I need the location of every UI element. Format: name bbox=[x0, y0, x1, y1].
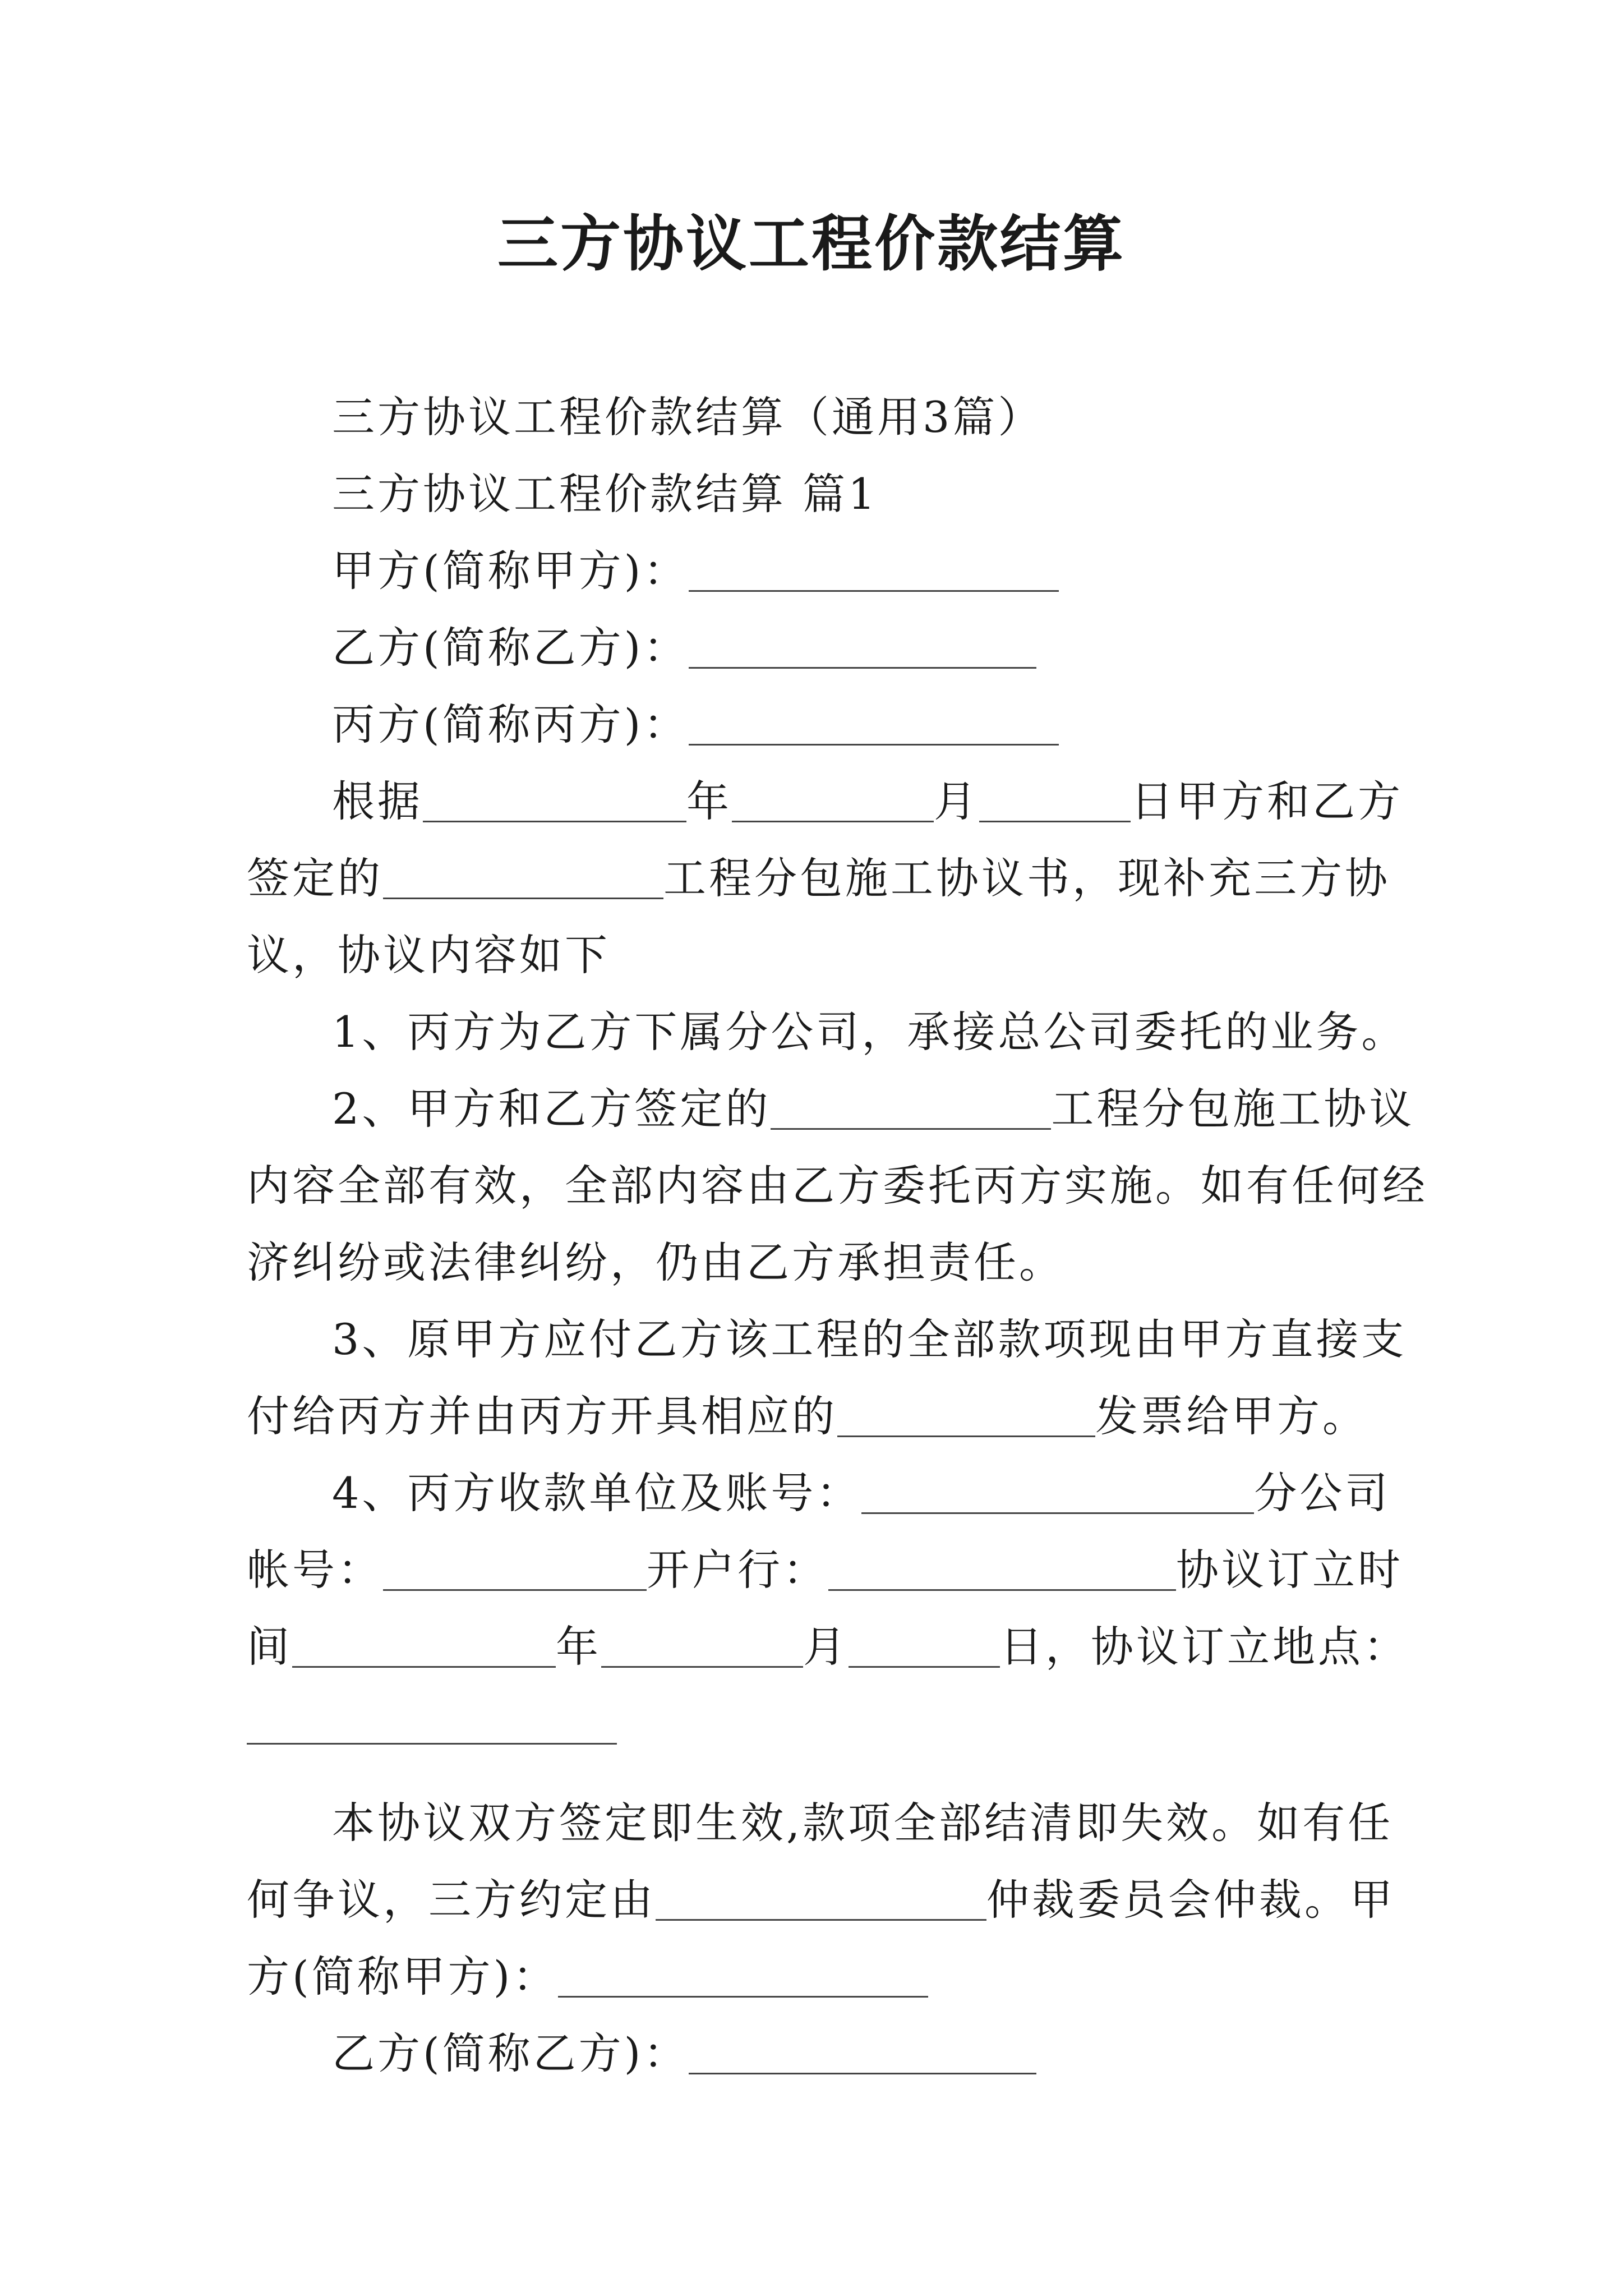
item-4-line4 bbox=[247, 1685, 1380, 1762]
subtitle: 三方协议工程价款结算（通用3篇） bbox=[332, 392, 1044, 442]
project-blank bbox=[383, 859, 663, 899]
payee-blank bbox=[861, 1474, 1254, 1514]
party-c-blank bbox=[689, 706, 1059, 746]
para1-text: 根据 bbox=[332, 776, 423, 826]
party-a-label: 甲方(简称甲方)： bbox=[332, 546, 689, 596]
para1-line2 bbox=[247, 840, 1390, 917]
closing-line2 bbox=[247, 1861, 1395, 1938]
document-title: 三方协议工程价款结算 bbox=[497, 209, 1126, 279]
invoice-blank bbox=[837, 1397, 1095, 1437]
sign-day-blank bbox=[849, 1628, 1000, 1668]
closing-text: 仲裁委员会仲裁。甲 bbox=[986, 1875, 1395, 1925]
party-b-sign-blank bbox=[689, 2035, 1036, 2074]
sign-month-blank bbox=[601, 1628, 803, 1668]
year-blank bbox=[423, 783, 686, 822]
closing-party-a-blank bbox=[558, 1958, 928, 1998]
item-3-line1: 3、原甲方应付乙方该工程的全部款项现由甲方直接支 bbox=[332, 1314, 1407, 1364]
item-4-text: 间 bbox=[247, 1622, 292, 1672]
item-4-text: 4、丙方收款单位及账号： bbox=[332, 1468, 862, 1518]
closing-line1: 本协议双方签定即生效,款项全部结清即失效。如有任 bbox=[332, 1798, 1394, 1848]
day-blank bbox=[979, 783, 1131, 822]
party-c-line bbox=[247, 686, 1380, 763]
party-b-blank bbox=[689, 629, 1036, 669]
item-3-line2 bbox=[247, 1378, 1380, 1455]
party-b-sign-label: 乙方(简称乙方)： bbox=[332, 2028, 689, 2078]
party-a-line bbox=[247, 532, 1380, 609]
sign-place-blank bbox=[247, 1705, 617, 1745]
item-3-text: 发票给甲方。 bbox=[1095, 1391, 1368, 1441]
closing-text: 何争议，三方约定由 bbox=[247, 1875, 656, 1925]
item-4-text: 日，协议订立地点： bbox=[1000, 1622, 1409, 1672]
item-2-text: 工程分包施工协议 bbox=[1051, 1084, 1415, 1134]
para1-text: 签定的 bbox=[247, 853, 383, 903]
arbitration-blank bbox=[656, 1881, 986, 1921]
para1-text: 工程分包施工协议书，现补充三方协 bbox=[663, 853, 1390, 903]
para1-line1 bbox=[247, 763, 1403, 840]
party-a-blank bbox=[689, 552, 1059, 592]
item-1: 1、丙方为乙方下属分公司，承接总公司委托的业务。 bbox=[332, 1007, 1407, 1057]
party-b-line bbox=[247, 609, 1380, 686]
para1-text: 月 bbox=[934, 776, 979, 826]
para1-text: 日甲方和乙方 bbox=[1131, 776, 1403, 826]
item-2-line2: 内容全部有效，全部内容由乙方委托丙方实施。如有任何经 bbox=[247, 1161, 1428, 1211]
para1-line3: 议，协议内容如下 bbox=[247, 930, 610, 980]
item-2-line3: 济纠纷或法律纠纷，仍由乙方承担责任。 bbox=[247, 1237, 1064, 1287]
item-4-text: 开户行： bbox=[647, 1545, 828, 1595]
account-blank bbox=[383, 1551, 647, 1591]
item-2-text: 2、甲方和乙方签定的 bbox=[332, 1084, 771, 1134]
closing-party-a-label: 方(简称甲方)： bbox=[247, 1952, 559, 2001]
party-c-label: 丙方(简称丙方)： bbox=[332, 700, 689, 749]
item-4-text: 分公司 bbox=[1254, 1468, 1391, 1518]
closing-line3 bbox=[247, 1938, 1380, 2015]
item-3-text: 付给丙方并由丙方开具相应的 bbox=[247, 1391, 837, 1441]
sign-year-blank bbox=[292, 1628, 556, 1668]
bank-blank bbox=[828, 1551, 1176, 1591]
party-b-label: 乙方(简称乙方)： bbox=[332, 623, 689, 673]
item-4-line1 bbox=[247, 1455, 1391, 1531]
item-4-line2 bbox=[247, 1531, 1403, 1608]
item-4-text: 协议订立时 bbox=[1176, 1545, 1403, 1595]
item-2-project-blank bbox=[771, 1090, 1051, 1130]
month-blank bbox=[732, 783, 934, 822]
item-4-text: 年 bbox=[556, 1622, 601, 1672]
document-body bbox=[247, 379, 1428, 2092]
item-4-text: 帐号： bbox=[247, 1545, 383, 1595]
item-4-text: 月 bbox=[803, 1622, 849, 1672]
para1-text: 年 bbox=[686, 776, 732, 826]
party-b-sign-line bbox=[247, 2015, 1380, 2092]
section-heading: 三方协议工程价款结算 篇1 bbox=[332, 469, 878, 519]
item-4-line3 bbox=[247, 1608, 1409, 1685]
item-2-line1 bbox=[247, 1070, 1415, 1147]
